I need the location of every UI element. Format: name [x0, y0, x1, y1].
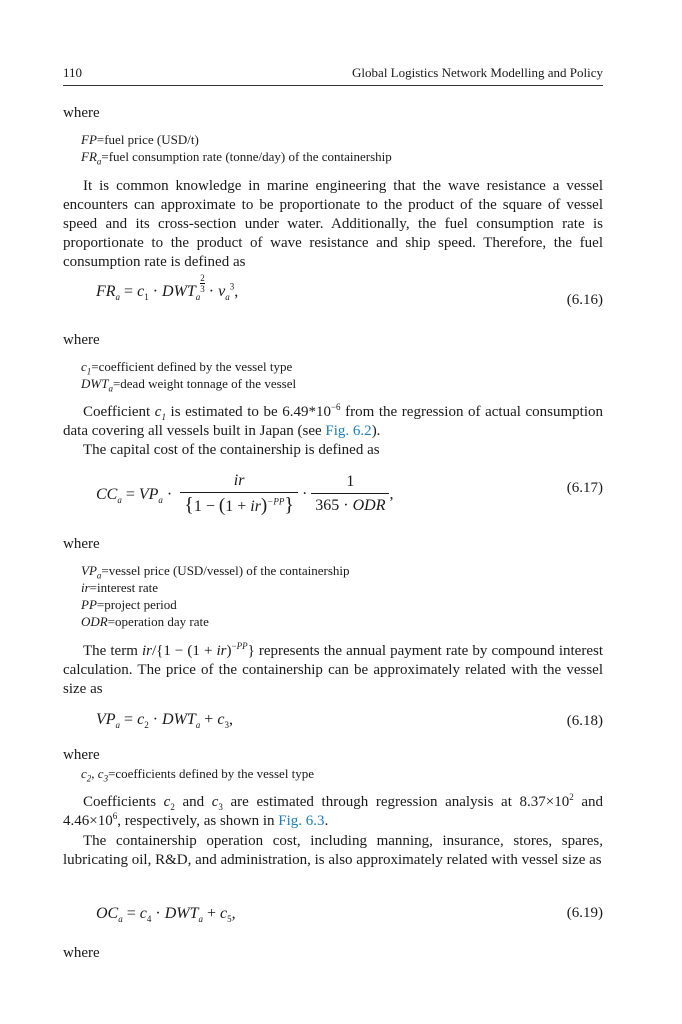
where-label: where: [63, 536, 100, 552]
definition-item: ODR=operation day rate: [81, 614, 209, 629]
figure-link[interactable]: Fig. 6.2: [325, 423, 372, 439]
paragraph: Coefficient $c_1$ is estimated to be $6.49*10^{-6}$ from the regression of actual consumption data covering all vessels built in Japan (see Fig. 6.2).: [63, 402, 604, 439]
definition-item: FP=fuel price (USD/t): [81, 132, 199, 147]
definition-list: [81, 562, 601, 630]
paragraph: Coefficients $c_2$ and $c_3$ are estimated through regression analysis at $8.37\times 10^2$ and $4.46\times 10^6$, respectively, as shown in Fig. 6.3.: [63, 792, 603, 829]
equation-number: (6.16): [566, 292, 603, 308]
equation-6-16: $FR_a = c_1 \cdot DWT_a$ $\frac{2}{3}$ · $v_a^3$,: [96, 273, 239, 303]
equation-number: (6.18): [566, 713, 603, 729]
definition-item: $FR_a=fuel$ consumption rate (tonne/day) of the containership: [81, 149, 392, 167]
page-header: [63, 62, 603, 84]
where-label: where: [63, 747, 100, 763]
paragraph: The term ir/{1 − (1 + ir)$^{-PP}$} represents the annual payment rate by compound interest calculation. The price of the containership can be approximately related with the vessel size as: [63, 641, 603, 697]
equation-number: (6.19): [566, 905, 603, 921]
definition-item: $VP_a=vessel$ price (USD/vessel) of the containership: [81, 563, 350, 581]
paragraph: It is common knowledge in marine engineering that the wave resistance a vessel encounters can approximate to be proportionate to the product of the square of vessel speed and its cross-section under water. Additionally, the fuel consumption rate is proportionate to the product of wave resistance and ship speed. Therefore, the fuel consumption rate is defined as: [63, 178, 603, 270]
running-title: Global Logistics Network Modelling and Policy: [352, 65, 603, 80]
definition-list: [81, 765, 601, 782]
page-number: 110: [63, 65, 83, 80]
definition-item: PP=project period: [81, 597, 177, 612]
equation-6-17: $CC_a = VP_a$ · $\frac{ir}{\{1 - (1 + ir)^{-PP}\}}$ · $\frac{1}{\text{365 · ODR}}$ ,: [96, 472, 394, 516]
equation-6-19: $OC_a = c_4 \cdot DWT_a + c_5$,: [96, 905, 236, 925]
definition-list: [81, 131, 601, 165]
definition-item: $c_2$, $c_3=coefficients$ defined by the vessel type: [81, 766, 315, 784]
definition-item: ir=interest rate: [81, 580, 158, 595]
paragraph: The containership operation cost, including manning, insurance, stores, spares, lubricating oil, R&D, and administration, is also approximately related with vessel size as: [63, 833, 603, 868]
paragraph: The capital cost of the containership is defined as: [83, 442, 380, 458]
where-label: where: [63, 945, 100, 961]
where-label: where: [63, 105, 100, 121]
definition-list: [81, 358, 601, 392]
where-label: where: [63, 332, 100, 348]
equation-number: (6.17): [566, 480, 603, 496]
definition-item: $DWT_a=dead$ weight tonnage of the vessel: [81, 376, 297, 394]
equation-6-18: $VP_a = c_2 \cdot DWT_a + c_3$,: [96, 711, 233, 731]
header-rule: [63, 85, 603, 86]
figure-link[interactable]: Fig. 6.3: [278, 813, 325, 829]
definition-item: $c_1=coefficient$ defined by the vessel type: [81, 359, 293, 377]
